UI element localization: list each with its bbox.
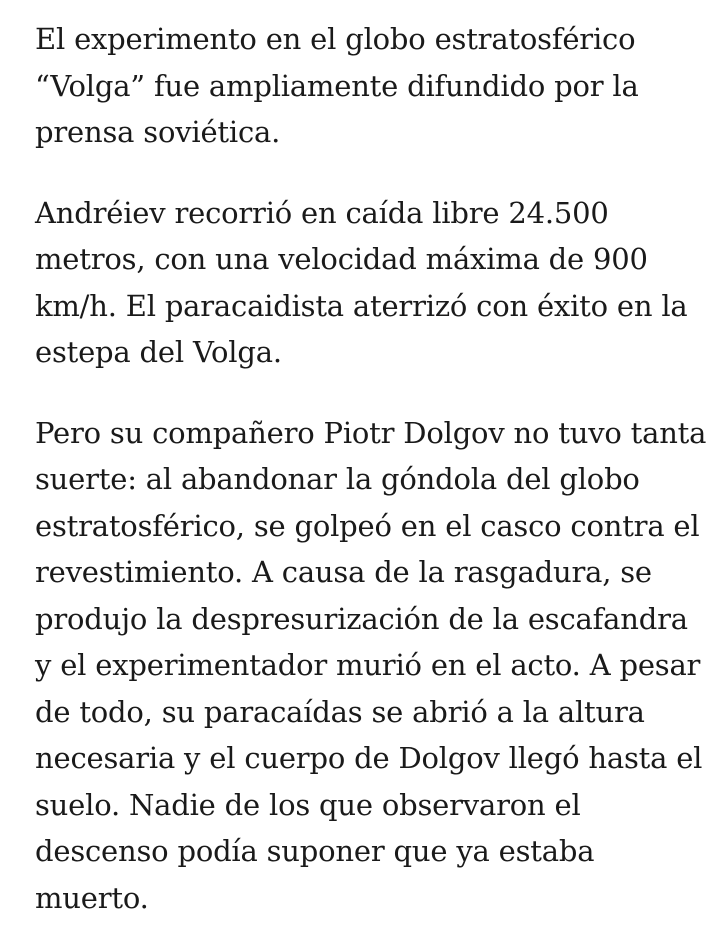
text-line: de todo, su paracaídas se abrió a la altura bbox=[35, 694, 645, 729]
text-line: suelo. Nadie de los que observaron el bbox=[35, 787, 581, 822]
text-line: km/h. El paracaidista aterrizó con éxito en la bbox=[35, 288, 688, 323]
text-line: Andréiev recorrió en caída libre 24.500 bbox=[35, 195, 609, 230]
text-line: y el experimentador murió en el acto. A pesar bbox=[35, 648, 701, 682]
text-line: muerto. bbox=[35, 880, 149, 915]
text-line: necesaria y el cuerpo de Dolgov llegó hasta el bbox=[35, 741, 703, 775]
text-line: produjo la despresurización de la escafandra bbox=[35, 601, 688, 636]
paragraph-volga-experiment bbox=[35, 16, 695, 156]
text-line: prensa soviética. bbox=[35, 115, 281, 149]
text-line: descenso podía suponer que ya estaba bbox=[35, 834, 595, 868]
text-line: estepa del Volga. bbox=[35, 335, 282, 369]
text-line: El experimento en el globo estratosférico bbox=[35, 22, 636, 56]
article-body bbox=[35, 16, 707, 921]
text-line: Pero su compañero Piotr Dolgov no tuvo tanta bbox=[35, 415, 707, 450]
text-line: estratosférico, se golpeó en el casco contra el bbox=[35, 508, 700, 543]
text-line: suerte: al abandonar la góndola del globo bbox=[35, 462, 640, 496]
paragraph-dolgov-fate bbox=[35, 410, 707, 922]
text-line: revestimiento. A causa de la rasgadura, se bbox=[35, 555, 652, 589]
text-line: metros, con una velocidad máxima de 900 bbox=[35, 242, 648, 276]
paragraph-andreiev-freefall bbox=[35, 190, 695, 376]
text-line: “Volga” fue ampliamente difundido por la bbox=[35, 68, 639, 103]
